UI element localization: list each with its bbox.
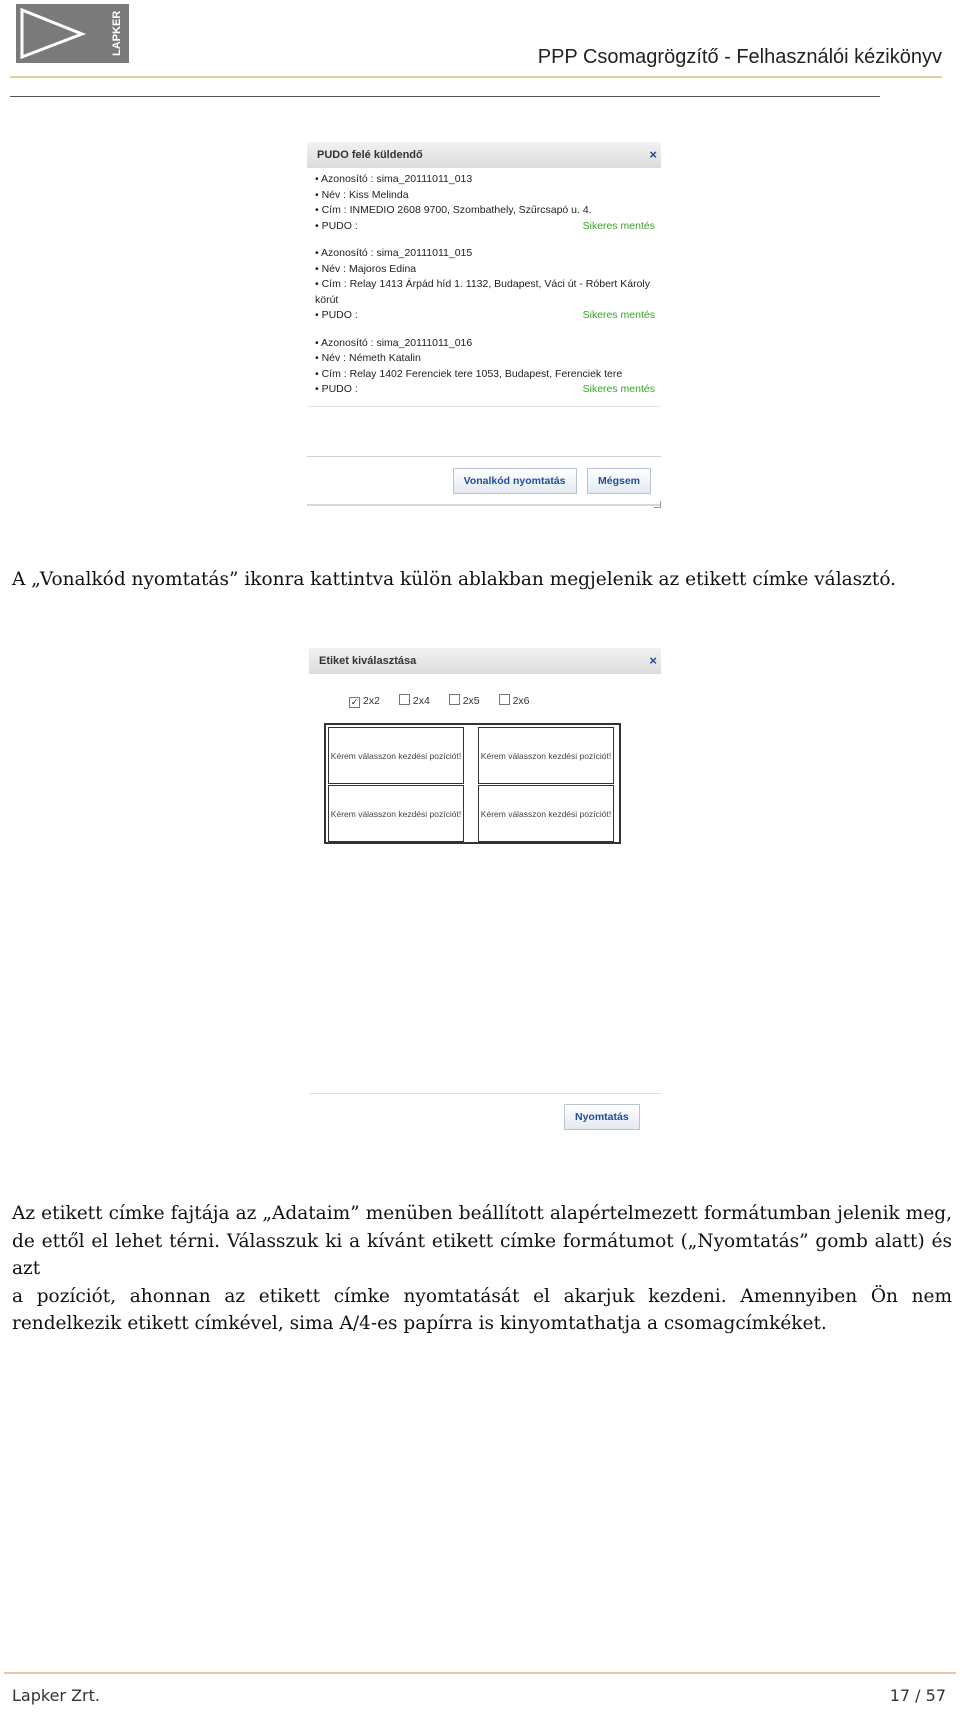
header-underline <box>10 96 880 97</box>
dialog-title: Etiket kiválasztása <box>319 655 417 667</box>
label-cell[interactable]: Kérem válasszon kezdési pozíciót! <box>478 727 614 784</box>
record-row: • Azonosító : sima_20111011_016 <box>307 336 661 352</box>
record-row: • Név : Kiss Melinda <box>307 188 661 204</box>
record-row: • Név : Majoros Edina <box>307 262 661 278</box>
lapker-logo <box>16 4 129 63</box>
footer-divider <box>307 456 661 457</box>
record-row: • Azonosító : sima_20111011_015 <box>307 246 661 262</box>
record-list <box>307 168 661 398</box>
option-2x5[interactable]: 2x5 <box>449 695 480 707</box>
close-icon[interactable]: × <box>649 653 657 668</box>
header-rule <box>10 76 942 78</box>
option-2x2[interactable]: ✓ 2x2 <box>350 695 380 707</box>
footer-rule <box>4 1672 956 1674</box>
status-text: Sikeres mentés <box>582 383 655 395</box>
option-2x4[interactable]: 2x4 <box>399 695 430 707</box>
record-row: • Cím : Relay 1413 Árpád híd 1. 1132, Budapest, Váci út - Róbert Károly körút <box>307 277 661 308</box>
resize-handle-icon[interactable] <box>654 501 661 508</box>
dialog-title: PUDO felé küldendő <box>317 149 423 161</box>
checkbox: ✓ <box>350 697 359 707</box>
label-selector-screenshot <box>309 648 661 1136</box>
record-1 <box>307 172 661 234</box>
paragraph-line: rendelkezik etikett címkével, sima A/4-es papírra is kinyomtathatja a csomagcímkéket. <box>12 1313 827 1334</box>
close-icon[interactable]: × <box>649 147 657 162</box>
button-bar <box>564 1104 640 1130</box>
print-button[interactable]: Nyomtatás <box>564 1104 640 1130</box>
label-grid <box>324 723 621 844</box>
paragraph-line: Az etikett címke fajtája az „Adataim” menüben beállított alapértelmezett formátumban jelenik meg, <box>12 1203 952 1224</box>
checkbox <box>499 694 510 705</box>
page-number: 17 / 57 <box>889 1686 946 1705</box>
status-text: Sikeres mentés <box>582 309 655 321</box>
records-bottom-divider <box>307 406 661 407</box>
record-row: • Név : Németh Katalin <box>307 351 661 367</box>
record-row: • Azonosító : sima_20111011_013 <box>307 172 661 188</box>
paragraph-line: de ettől el lehet térni. Válasszuk ki a kívánt etikett címke formátumot („Nyomtatás” gomb alatt) és azt <box>12 1230 952 1279</box>
option-2x6[interactable]: 2x6 <box>499 695 530 707</box>
button-bar <box>453 468 651 494</box>
play-triangle-icon <box>16 4 106 63</box>
record-row: • PUDO : Sikeres mentés <box>307 219 661 235</box>
label-cell[interactable]: Kérem válasszon kezdési pozíciót! <box>328 727 464 784</box>
record-2 <box>307 246 661 324</box>
record-row: • Cím : INMEDIO 2608 9700, Szombathely, Szűrcsapó u. 4. <box>307 203 661 219</box>
label-cell[interactable]: Kérem válasszon kezdési pozíciót! <box>328 785 464 842</box>
checkbox <box>449 694 460 705</box>
record-row: • PUDO : Sikeres mentés <box>307 382 661 398</box>
paragraph-line: a pozíciót, ahonnan az etikett címke nyomtatását el akarjuk kezdeni. Amennyiben Ön nem <box>12 1285 952 1307</box>
status-text: Sikeres mentés <box>582 219 655 232</box>
dialog-header <box>307 142 661 168</box>
label-cell[interactable]: Kérem válasszon kezdési pozíciót! <box>478 785 614 842</box>
paragraph-2 <box>12 1200 952 1338</box>
checkbox <box>399 694 410 705</box>
record-3 <box>307 336 661 398</box>
dialog-bottom-border <box>307 504 661 506</box>
paragraph-1: A „Vonalkód nyomtatás” ikonra kattintva külön ablakban megjelenik az etikett címke választó. <box>12 569 897 590</box>
footer-company: Lapker Zrt. <box>12 1686 100 1705</box>
barcode-print-button[interactable]: Vonalkód nyomtatás <box>453 468 577 494</box>
format-options <box>349 694 530 708</box>
cancel-button[interactable]: Mégsem <box>587 468 651 494</box>
footer-divider <box>309 1093 661 1094</box>
record-row: • Cím : Relay 1402 Ferenciek tere 1053, Budapest, Ferenciek tere <box>307 367 661 383</box>
document-title: PPP Csomagrögzítő - Felhasználói kézikönyv <box>537 46 942 68</box>
dialog-header <box>309 648 661 674</box>
record-row: • PUDO : Sikeres mentés <box>307 308 661 324</box>
pudo-dialog-screenshot <box>307 142 661 508</box>
logo-text: LAPKER <box>111 10 123 57</box>
